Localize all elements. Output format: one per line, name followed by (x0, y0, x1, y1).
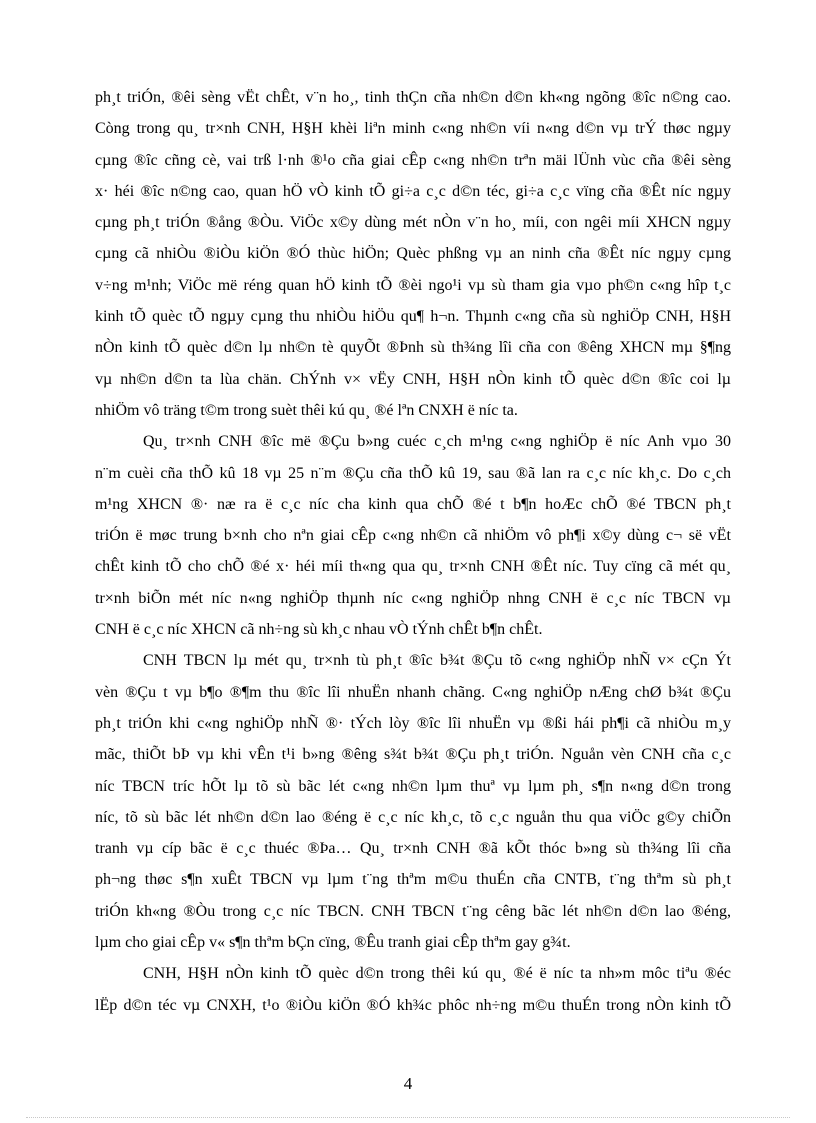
paragraph-1 (95, 82, 731, 426)
text-line: tr×nh biÕn mét níc n«ng nghiÖp thµnh níc c«ng nghiÖp nhng CNH ë c¸c níc TBCN vµ (95, 589, 731, 607)
paragraph-3 (95, 645, 731, 958)
text-line: nÒn kinh tÕ quèc d©n lµ nh©n tè quyÕt ®Þnh sù th¾ng lîi cña con ®êng XHCN mµ §¶ng (95, 339, 731, 357)
text-line: mãc, thiÕt bÞ vµ khi vÊn t¹i b»ng ®êng s¾t b¾t ®Çu ph¸t triÓn. Nguån vèn CNH cña c¸c (95, 746, 731, 764)
text-line: nhiÖm vô träng t©m trong suèt thêi kú qu¸ ®é lªn CNXH ë níc ta. (95, 401, 518, 419)
text-line: CNH ë c¸c níc XHCN cã nh÷ng sù kh¸c nhau vÒ tÝnh chÊt b¶n chÊt. (95, 621, 543, 639)
text-line: tranh vµ cíp bãc ë c¸c thuéc ®Þa… Qu¸ tr×nh CNH ®ã kÕt thóc b»ng sù th¾ng lîi cña (95, 840, 731, 858)
text-line: CNH, H§H nÒn kinh tÕ quèc d©n trong thêi kú qu¸ ®é ë níc ta nh»m môc tiªu ®éc (143, 965, 731, 983)
text-line: vèn ®Çu t vµ b¶o ®¶m thu ®îc lîi nhuËn nhanh chãng. C«ng nghiÖp nÆng chØ b¾t ®Çu (95, 683, 731, 701)
text-line: níc TBCN tríc hÕt lµ tõ sù bãc lét c«ng nh©n lµm thuª vµ lµm ph¸ s¶n n«ng d©n trong (95, 777, 731, 795)
text-line: cµng cã nhiÒu ®iÒu kiÖn ®Ó thùc hiÖn; Quèc phßng vµ an ninh cña ®Êt níc ngµy cµng (95, 245, 731, 263)
text-line: Qu¸ tr×nh CNH ®îc më ®Çu b»ng cuéc c¸ch m¹ng c«ng nghiÖp ë níc Anh vµo 30 (143, 433, 731, 451)
text-line: cµng ph¸t triÓn ®ång ®Òu. ViÖc x©y dùng mét nÒn v¨n ho¸ míi, con ngêi míi XHCN ngµy (95, 214, 731, 232)
text-line: cµng ®îc cñng cè, vai trß l·nh ®¹o cña giai cÊp c«ng nh©n trªn mäi lÜnh vùc cña ®êi sèng (95, 151, 731, 169)
text-line: triÓn kh«ng ®Òu trong c¸c níc TBCN. CNH TBCN t¨ng cêng bãc lét nh©n d©n lao ®éng, (95, 902, 731, 920)
text-line: ph¬ng thøc s¶n xuÊt TBCN vµ lµm t¨ng thªm m©u thuÉn cña CNTB, t¨ng thªm sù ph¸t (95, 871, 731, 889)
text-line: triÓn ë møc trung b×nh cho nªn giai cÊp c«ng nh©n cã nhiÖm vô ph¶i x©y dùng c¬ së vËt (95, 527, 731, 545)
text-line: x· héi ®îc n©ng cao, quan hÖ vÒ kinh tÕ gi÷a c¸c d©n téc, gi÷a c¸c vïng cña ®Êt níc ngµy (95, 182, 731, 200)
page-edge-divider (26, 1117, 790, 1118)
text-line: m¹ng XHCN ®· næ ra ë c¸c níc cha kinh qua chÕ ®é t b¶n hoÆc chÕ ®é TBCN ph¸t (95, 495, 731, 513)
text-line: vµ nh©n d©n ta lùa chän. ChÝnh v× vËy CNH, H§H nÒn kinh tÕ quèc d©n ®îc coi lµ (95, 370, 731, 388)
body-text (95, 82, 731, 1021)
text-line: lËp d©n téc vµ CNXH, t¹o ®iÒu kiÖn ®Ó kh¾c phôc nh÷ng m©u thuÉn trong nÒn kinh tÕ (95, 996, 731, 1014)
page-number: 4 (403, 1074, 413, 1093)
text-line: CNH TBCN lµ mét qu¸ tr×nh tù ph¸t ®îc b¾t ®Çu tõ c«ng nghiÖp nhÑ v× cÇn Ýt (143, 652, 731, 670)
text-line: ph¸t triÓn khi c«ng nghiÖp nhÑ ®· tÝch lòy ®îc lîi nhuËn vµ ®ßi hái ph¶i cã nhiÒu m¸y (95, 714, 731, 732)
text-line: kinh tÕ quèc tÕ ngµy cµng thu nhiÒu hiÖu qu¶ h¬n. Thµnh c«ng cña sù nghiÖp CNH, H§H (95, 308, 731, 326)
paragraph-4 (95, 958, 731, 1021)
text-line: ph¸t triÓn, ®êi sèng vËt chÊt, v¨n ho¸, tinh thÇn cña nh©n d©n kh«ng ngõng ®îc n©ng cao. (95, 89, 731, 106)
paragraph-2 (95, 426, 731, 645)
text-line: lµm cho giai cÊp v« s¶n thªm bÇn cïng, ®Êu tranh giai cÊp thªm gay g¾t. (95, 934, 571, 952)
text-line: v÷ng m¹nh; ViÖc më réng quan hÖ kinh tÕ ®èi ngo¹i vµ sù tham gia vµo ph©n c«ng hîp t¸c (95, 276, 731, 294)
text-line: Còng trong qu¸ tr×nh CNH, H§H khèi liªn minh c«ng nh©n víi n«ng d©n vµ trÝ thøc ngµy (95, 120, 731, 138)
text-line: n¨m cuèi cña thÕ kû 18 vµ 25 n¨m ®Çu cña thÕ kû 19, sau ®ã lan ra c¸c níc kh¸c. Do c¸ch (95, 464, 731, 482)
text-line: níc, tõ sù bãc lét nh©n d©n lao ®éng ë c¸c níc kh¸c, tõ c¸c nguån thu qua viÖc g©y chiÕn (95, 808, 731, 826)
text-line: chÊt kinh tÕ cho chÕ ®é x· héi míi th«ng qua qu¸ tr×nh CNH ®Êt níc. Tuy cïng cã mét qu¸ (95, 558, 731, 576)
